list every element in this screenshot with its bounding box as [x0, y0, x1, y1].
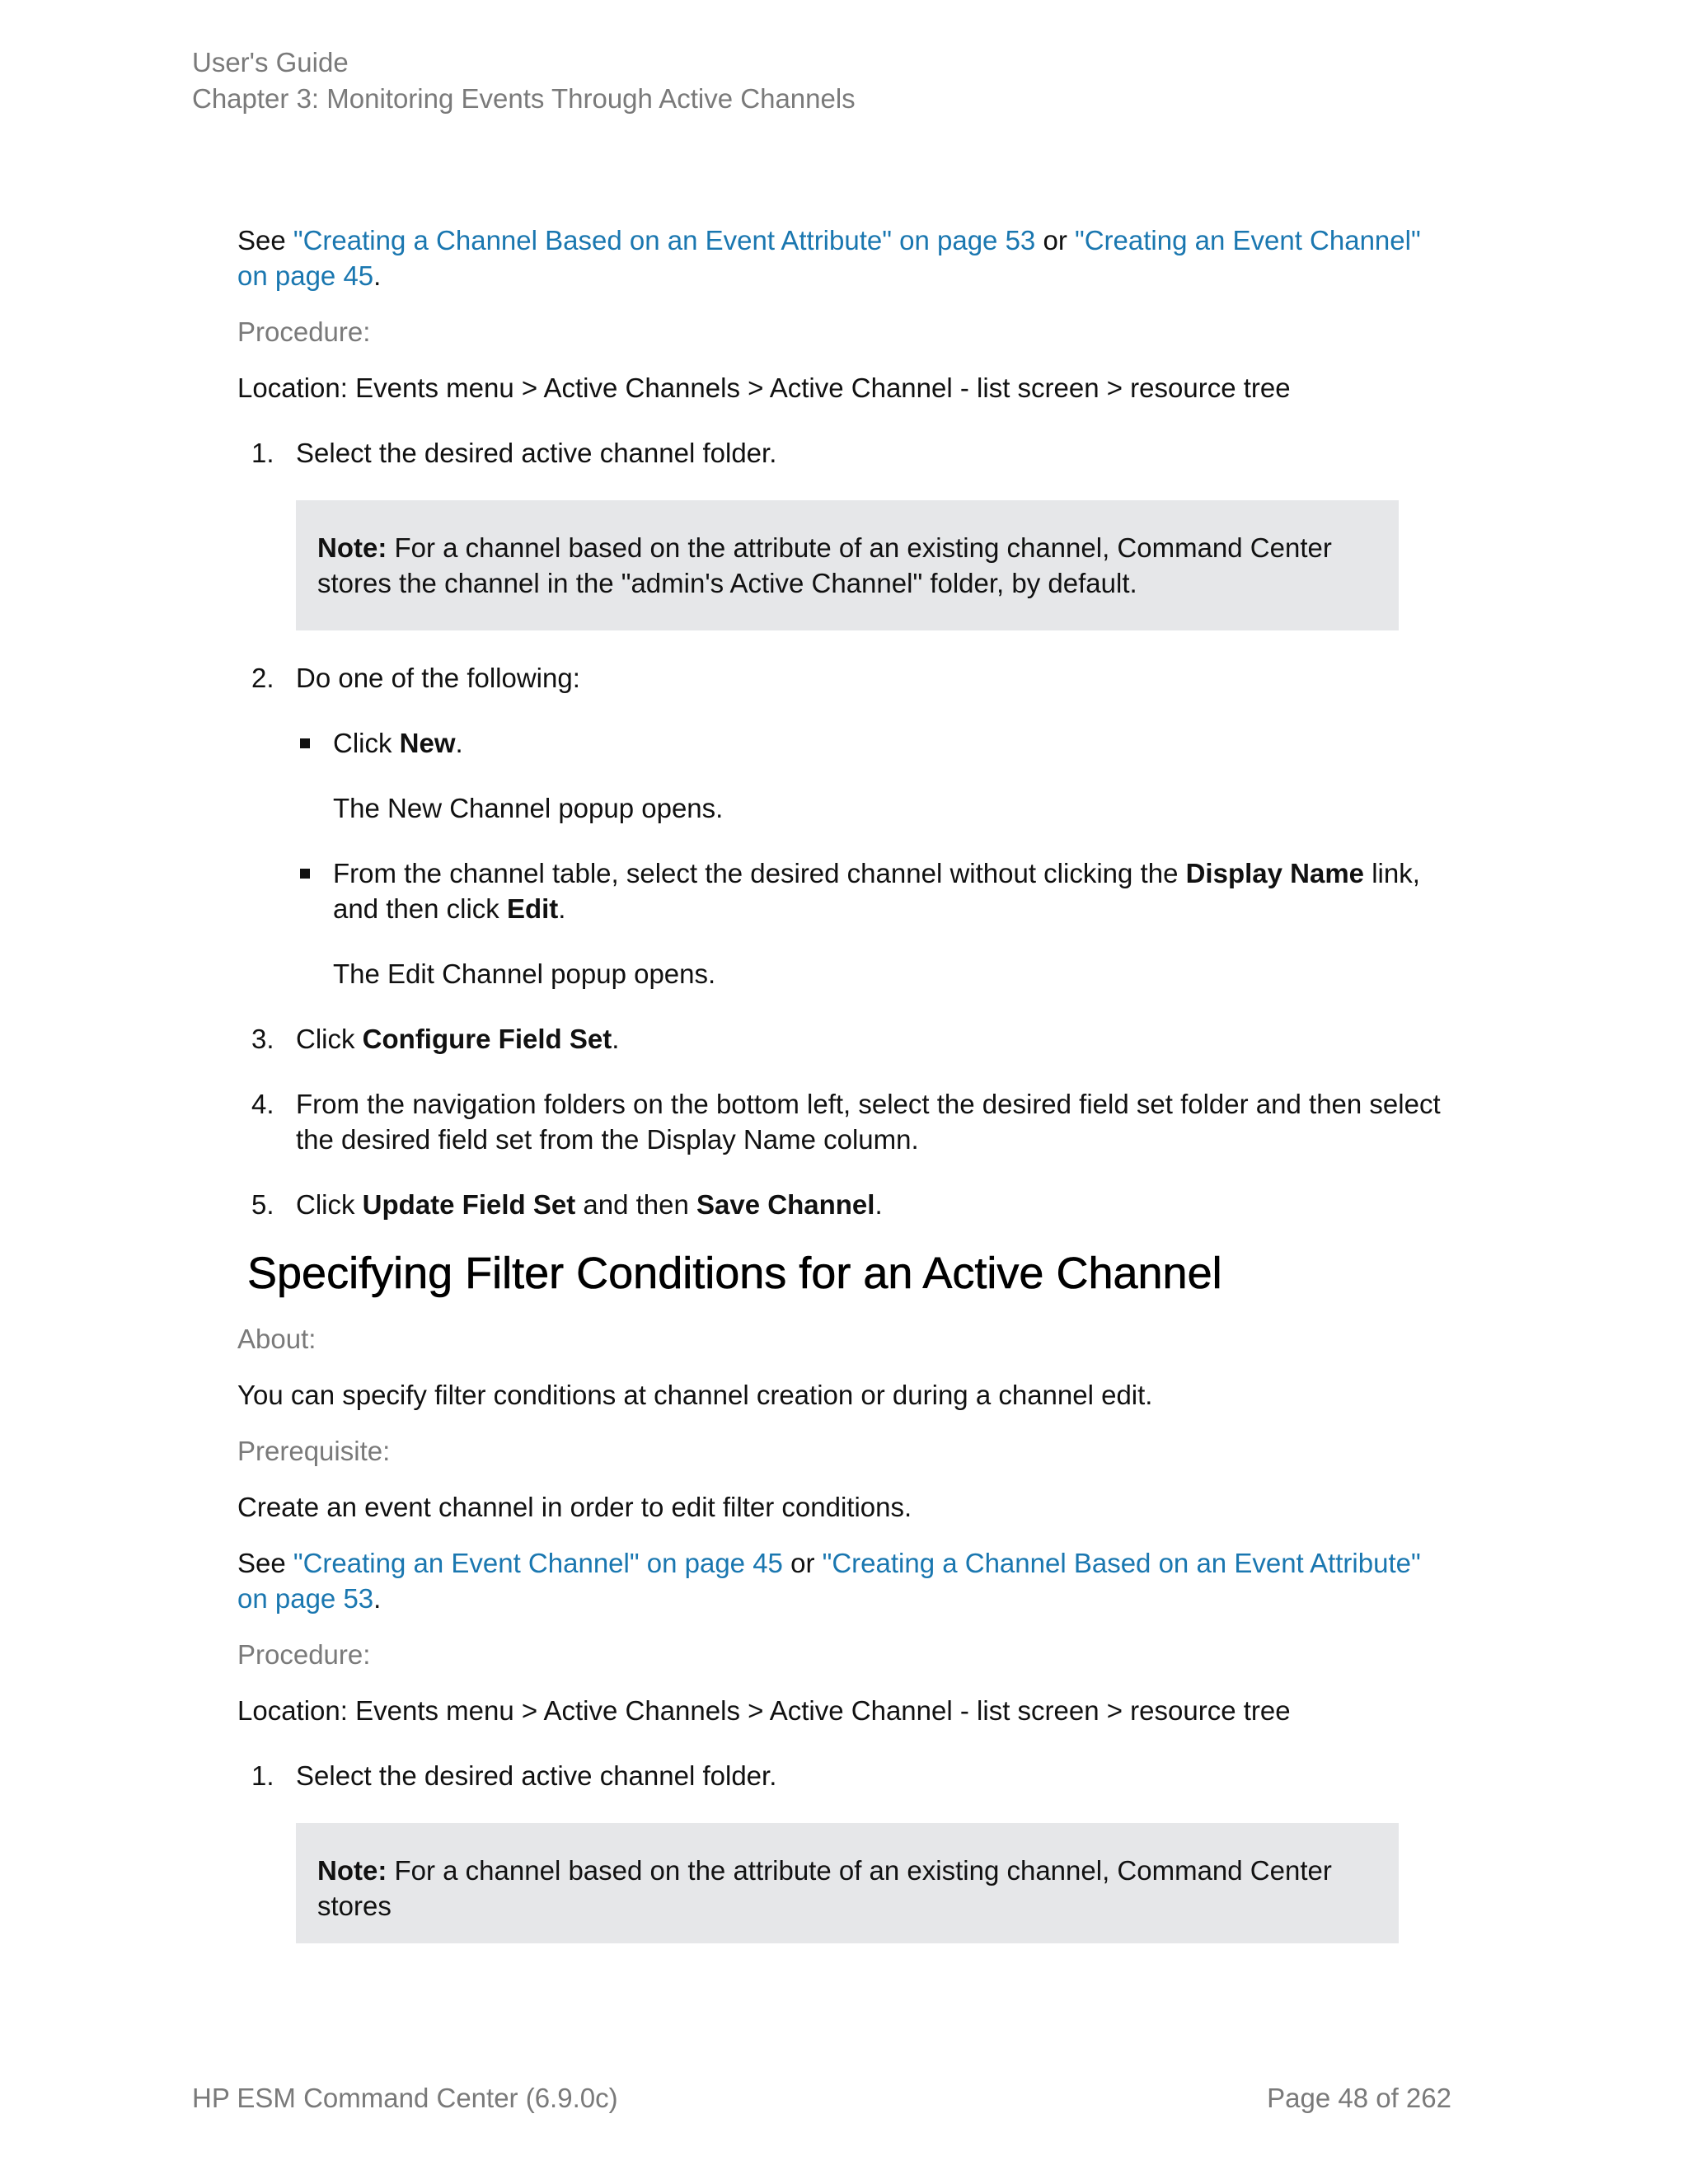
period-text: . — [373, 1583, 382, 1614]
step-number: 3. — [251, 1024, 274, 1054]
link-creating-event-channel[interactable]: "Creating an Event Channel" on page 45 — [293, 1548, 783, 1578]
location-text: Location: Events menu > Active Channels > Active Channel - list screen > resource tree — [237, 1695, 1291, 1726]
step-number: 2. — [251, 663, 274, 693]
note-label: Note: — [317, 532, 387, 563]
bullet-result-new: The New Channel popup opens. — [333, 793, 724, 823]
about-label: About: — [237, 1324, 316, 1354]
step-number: 4. — [251, 1089, 274, 1119]
step-text: and then — [575, 1189, 697, 1220]
ui-term-save-channel: Save Channel — [696, 1189, 875, 1220]
step-4 — [237, 1086, 1451, 1157]
page-content — [237, 223, 1451, 1973]
note-text: For a channel based on the attribute of an existing channel, Command Center stores the channel in the "admin's Active Channel" folder, by default. — [317, 532, 1332, 598]
step-text: Select the desired active channel folder. — [296, 438, 777, 468]
footer-product: HP ESM Command Center (6.9.0c) — [192, 2083, 618, 2113]
section-heading: Specifying Filter Conditions for an Active Channel — [247, 1249, 1222, 1298]
link-channel-based-on-attribute[interactable]: "Creating a Channel Based on an Event Attribute" on page 53 — [293, 225, 1036, 255]
link-creating-event-channel[interactable]: "Creating an Event Channel" on page 45 — [237, 225, 1421, 291]
bullet-text: link, and then click — [333, 858, 1420, 924]
note-label: Note: — [317, 1855, 387, 1886]
header-guide-title: User's Guide — [192, 47, 349, 77]
ui-term-update-field-set: Update Field Set — [362, 1189, 576, 1220]
bullet-result-edit: The Edit Channel popup opens. — [333, 958, 716, 989]
note-box — [296, 500, 1399, 630]
period-text: . — [612, 1024, 620, 1054]
see-text: See — [237, 225, 293, 255]
location-text: Location: Events menu > Active Channels > Active Channel - list screen > resource tree — [237, 373, 1291, 403]
step-text: Select the desired active channel folder. — [296, 1760, 777, 1791]
square-bullet-icon — [300, 738, 310, 748]
bullet-text: Click — [333, 728, 400, 758]
step-number: 1. — [251, 1760, 274, 1791]
see-text: See — [237, 1548, 293, 1578]
footer-page-number: Page 48 of 262 — [1267, 2083, 1451, 2113]
period-text: . — [874, 1189, 883, 1220]
step-text: From the navigation folders on the bottom left, select the desired field set folder and then select the desired field set from the Display Name column. — [296, 1089, 1441, 1155]
or-text: or — [1035, 225, 1075, 255]
period-text: . — [373, 260, 382, 291]
about-text: You can specify filter conditions at channel creation or during a channel edit. — [237, 1380, 1153, 1410]
step-number: 5. — [251, 1189, 274, 1220]
step-1 — [237, 435, 1451, 471]
step-3 — [237, 1021, 1451, 1057]
note-text: For a channel based on the attribute of an existing channel, Command Center stores — [317, 1855, 1332, 1921]
step-text: Click — [296, 1024, 363, 1054]
step-5 — [237, 1187, 1451, 1222]
prerequisite-label: Prerequisite: — [237, 1436, 391, 1466]
step-number: 1. — [251, 438, 274, 468]
step-1 — [237, 1758, 1451, 1793]
bullet-select-channel — [237, 855, 1451, 926]
procedure-label: Procedure: — [237, 1639, 371, 1670]
ui-term-new: New — [399, 728, 456, 758]
step-2 — [237, 660, 1451, 696]
link-channel-based-on-attribute[interactable]: "Creating a Channel Based on an Event Attribute" on page 53 — [237, 1548, 1421, 1614]
bullet-text: From the channel table, select the desired channel without clicking the — [333, 858, 1186, 888]
step-text: Click — [296, 1189, 363, 1220]
period-text: . — [558, 893, 566, 924]
or-text: or — [782, 1548, 823, 1578]
bullet-click-new — [237, 725, 1451, 761]
header-chapter-title: Chapter 3: Monitoring Events Through Active Channels — [192, 83, 856, 114]
running-header — [192, 45, 856, 117]
intro-see-also — [237, 223, 1451, 293]
procedure-label: Procedure: — [237, 316, 371, 347]
period-text: . — [455, 728, 463, 758]
ui-term-edit: Edit — [506, 893, 559, 924]
step-text: Do one of the following: — [296, 663, 580, 693]
section-see-also — [237, 1545, 1451, 1616]
square-bullet-icon — [300, 869, 310, 879]
ui-term-configure-field-set: Configure Field Set — [362, 1024, 612, 1054]
note-box — [296, 1823, 1399, 1943]
ui-term-display-name: Display Name — [1185, 858, 1365, 888]
prerequisite-text: Create an event channel in order to edit filter conditions. — [237, 1492, 912, 1522]
